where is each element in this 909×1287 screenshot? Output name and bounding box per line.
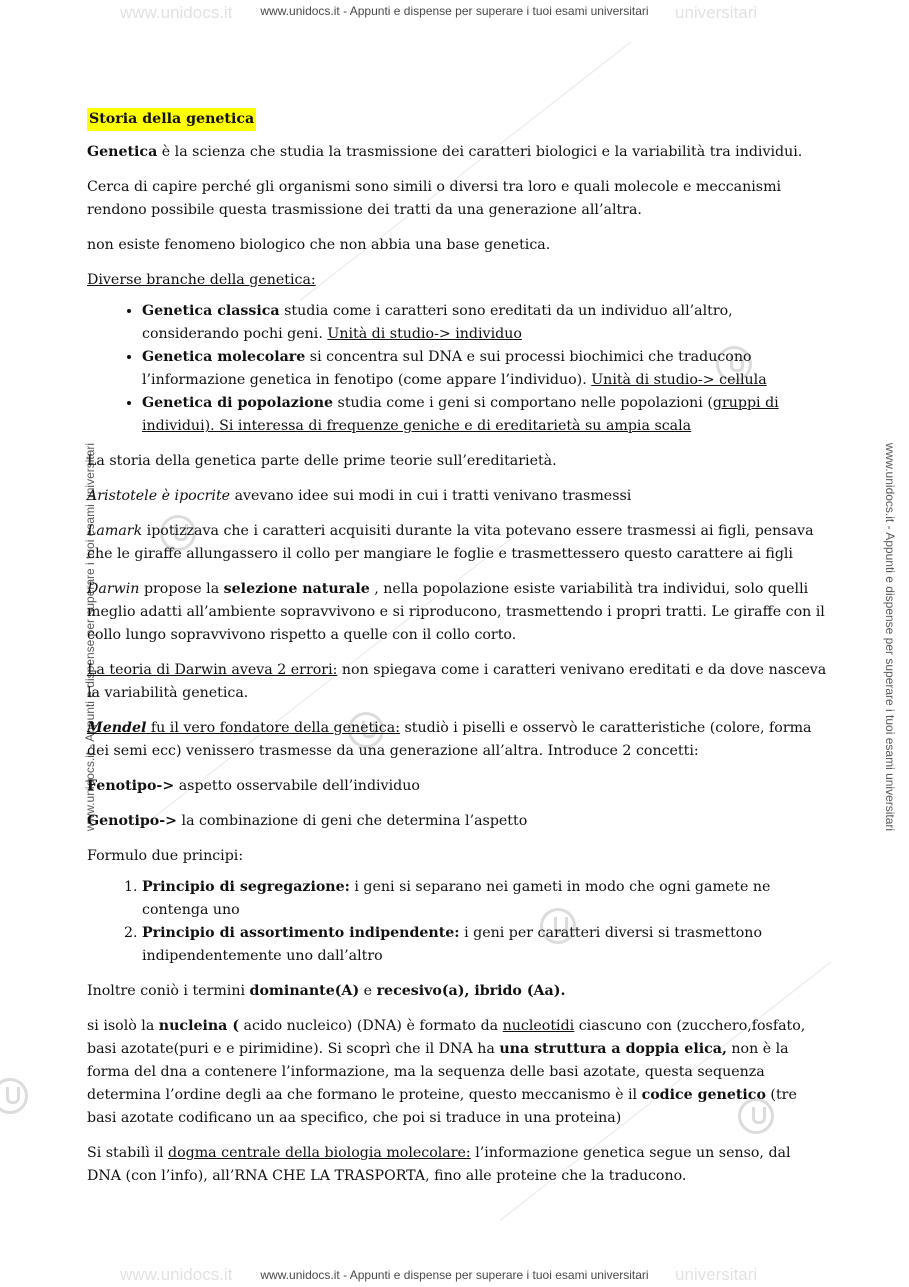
watermark-faint-bottom-left: www.unidocs.it: [120, 1265, 233, 1284]
branches-heading: Diverse branche della genetica:: [87, 272, 316, 288]
watermark-logo-icon: [0, 1078, 28, 1114]
watermark-faint-left: www.unidocs.it: [120, 3, 233, 22]
paragraph-purpose: Cerca di capire perché gli organismi sono simili o diversi tra loro e quali molecole e meccanismi rendono possibile questa trasmissione dei tratti da una generazione all’altra.: [87, 179, 782, 218]
paragraph-dogma: Si stabilì il dogma centrale della biologia molecolare: l’informazione genetica segue un senso, dal DNA (con l’info), all’RNA CHE LA TRASPORTA, fino alle proteine che la traducono.: [87, 1145, 791, 1184]
paragraph-lamark: Lamark ipotizzava che i caratteri acquisiti durante la vita potevano essere trasmessi ai figli, pensava che le giraffe allungassero il collo per mangiare le foglie e trasmettessero questo carattere ai figli: [87, 523, 814, 562]
paragraph-fenotipo: Fenotipo-> aspetto osservabile dell’individuo: [87, 778, 420, 794]
watermark-side-right: www.unidocs.it - Appunti e dispense per superare i tuoi esami universitari: [883, 442, 897, 832]
list-item: • Genetica classica studia come i caratteri sono ereditati da un individuo all’altro, considerando pochi geni. Unità di studio-> individuo: [142, 300, 827, 346]
paragraph-aristotele: Aristotele è ipocrite avevano idee sui modi in cui i tratti venivano trasmessi: [87, 488, 632, 504]
paragraph-basis: non esiste fenomeno biologico che non abbia una base genetica.: [87, 237, 551, 253]
document-body: [87, 108, 827, 1200]
list-item: 2. Principio di assortimento indipendente: i geni per caratteri diversi si trasmettono indipendentemente uno dall’altro: [142, 922, 827, 968]
branches-list: [87, 300, 827, 438]
paragraph-mendel: Mendel fu il vero fondatore della genetica: studiò i piselli e osservò le caratteristiche (colore, forma dei semi ecc) venissero trasmesse da una generazione all’altra. Introduce 2 concetti:: [87, 720, 812, 759]
list-item: 1. Principio di segregazione: i geni si separano nei gameti in modo che ogni gamete ne contenga uno: [142, 876, 827, 922]
term-genetica: Genetica: [87, 144, 158, 160]
principles-list: [87, 876, 827, 968]
watermark-footer: www.unidocs.it - Appunti e dispense per superare i tuoi esami universitari: [260, 1268, 649, 1282]
paragraph-history: La storia della genetica parte delle prime teorie sull’ereditarietà.: [87, 453, 557, 469]
list-item: • Genetica molecolare si concentra sul DNA e sui processi biochimici che traducono l’informazione genetica in fenotipo (come appare l’individuo). Unità di studio-> cellula: [142, 346, 827, 392]
paragraph-darwin: Darwin propose la selezione naturale , nella popolazione esiste variabilità tra individui, solo quelli meglio adatti all’ambiente sopravvivono e si riproducono, trasmettendo i propri tratti. Le giraffe con il collo lungo sopravvivono rispetto a quelle con il collo corto.: [87, 581, 825, 643]
paragraph-genotipo: Genotipo-> la combinazione di geni che determina l’aspetto: [87, 813, 528, 829]
paragraph-darwin-errors: La teoria di Darwin aveva 2 errori: non spiegava come i caratteri venivano ereditati e da dove nasceva la variabilità genetica.: [87, 662, 827, 701]
paragraph-definition: Genetica è la scienza che studia la trasmissione dei caratteri biologici e la variabilità tra individui.: [87, 144, 803, 160]
watermark-header: www.unidocs.it - Appunti e dispense per superare i tuoi esami universitari: [260, 4, 649, 18]
watermark-faint-bottom-right: universitari: [675, 1265, 758, 1284]
paragraph-terms: Inoltre coniò i termini dominante(A) e recesivo(a), ibrido (Aa).: [87, 983, 566, 999]
list-item: • Genetica di popolazione studia come i geni si comportano nelle popolazioni (gruppi di individui). Si interessa di frequenze geniche e di ereditarietà su ampia scala: [142, 392, 827, 438]
watermark-faint-right: universitari: [675, 3, 758, 22]
paragraph-principles-intro: Formulo due principi:: [87, 848, 244, 864]
document-title: Storia della genetica: [87, 108, 256, 131]
paragraph-dna: si isolò la nucleina ( acido nucleico) (DNA) è formato da nucleotidi ciascuno con (zucchero,fosfato, basi azotate(puri e e pirimidine). Si scoprì che il DNA ha una struttura a doppia elica, non è la forma del dna a contenere l’informazione, ma la sequenza delle basi azotate, questa sequenza determina l’ordine degli aa che formano le proteine, questo meccanismo è il codice genetico (tre basi azotate codificano un aa specifico, che poi si traduce in una proteina): [87, 1018, 806, 1126]
watermark-side-left: www.unidocs.it - Appunti e dispense per superare i tuoi esami universitari: [83, 442, 97, 832]
